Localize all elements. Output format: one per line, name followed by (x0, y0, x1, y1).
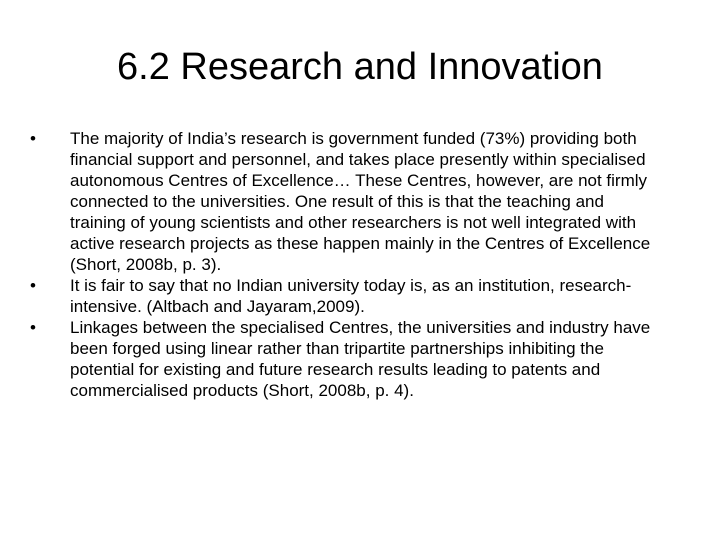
bullet-item-2 (30, 275, 660, 317)
bullet-marker: • (30, 318, 36, 337)
bullet-item-3 (30, 317, 660, 401)
bullet-marker: • (30, 276, 36, 295)
bullet-marker: • (30, 129, 36, 148)
bullet-text-3: Linkages between the specialised Centres, the universities and industry have been forged using linear rather than tripartite partnerships inhibiting the potential for existing and future research results leading to patents and commercialised products (Short, 2008b, p. 4). (70, 318, 651, 400)
bullet-text-2: It is fair to say that no Indian university today is, as an institution, research-intensive. (Altbach and Jayaram,2009). (70, 276, 632, 316)
slide-title: 6.2 Research and Innovation (117, 46, 603, 88)
bullet-list (30, 128, 660, 401)
bullet-item-1 (30, 128, 660, 275)
bullet-text-1: The majority of India’s research is government funded (73%) providing both financial support and personnel, and takes place presently within specialised autonomous Centres of Excellence… These Centres, however, are not firmly connected to the universities. One result of this is that the teaching and training of young scientists and other researchers is not well integrated with active research projects as these happen mainly in the Centres of Excellence (Short, 2008b, p. 3). (70, 129, 651, 274)
